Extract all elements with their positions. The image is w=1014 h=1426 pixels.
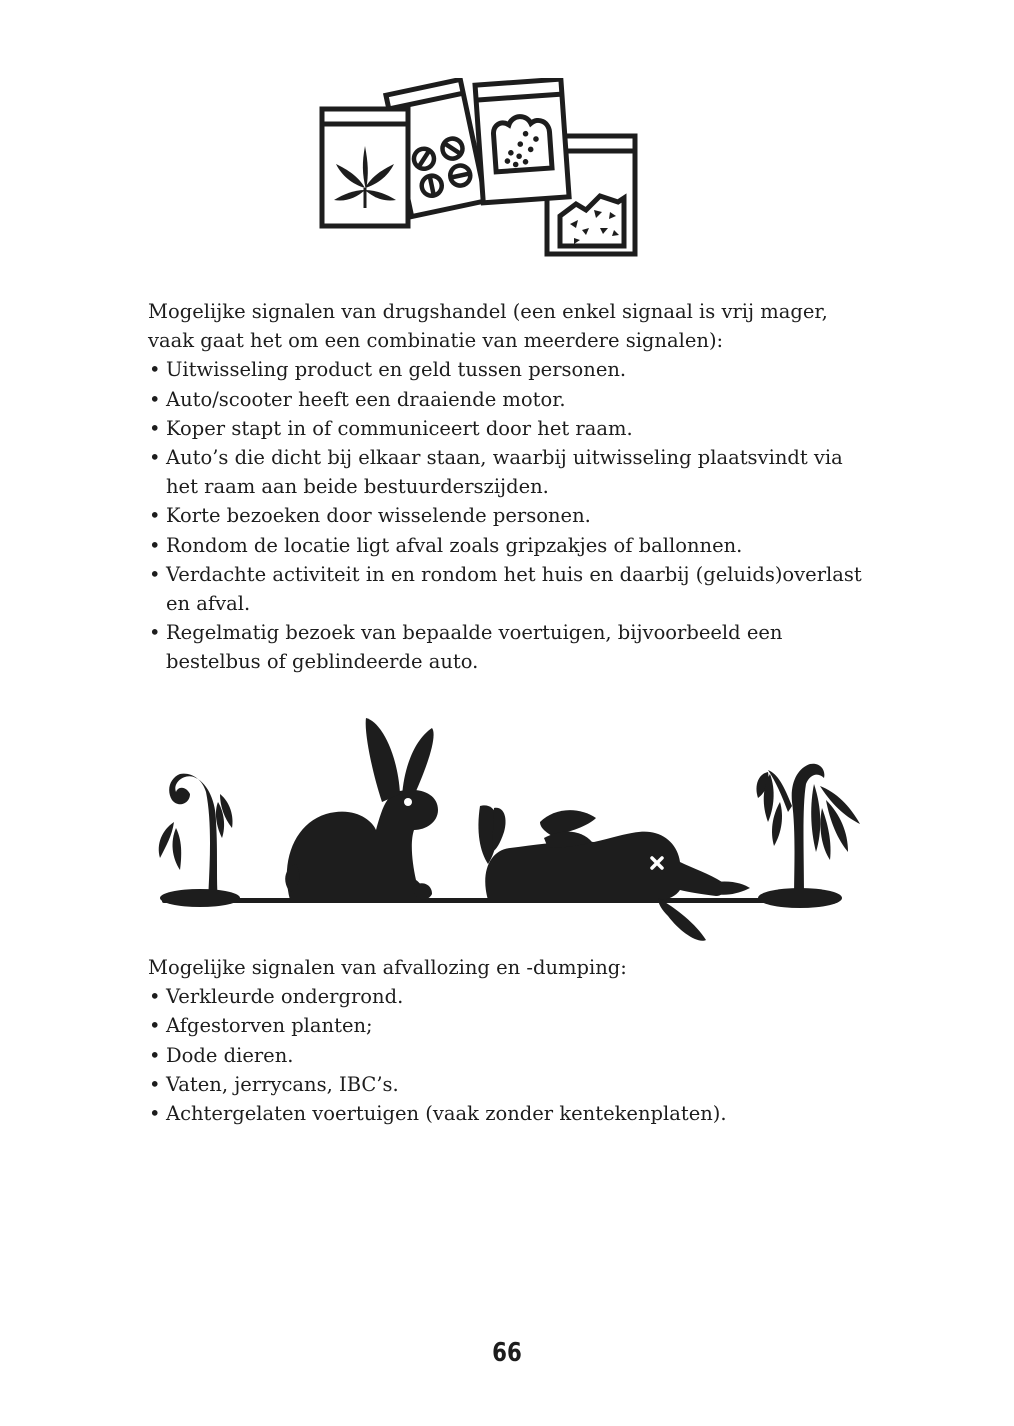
list-item: • Verkleurde ondergrond. (148, 982, 878, 1011)
drug-signals-section (148, 297, 878, 677)
drug-bags-illustration (318, 78, 642, 268)
dumping-signals-section (148, 953, 878, 1128)
dumping-signals-intro: Mogelijke signalen van afvallozing en -dumping: (148, 956, 627, 979)
list-item: • Vaten, jerrycans, IBC’s. (148, 1070, 878, 1099)
dumping-signals-list (148, 982, 878, 1128)
wilted-plant-icon (756, 764, 860, 908)
list-item: • Korte bezoeken door wisselende personen. (148, 501, 878, 530)
list-item: • Dode dieren. (148, 1041, 878, 1070)
list-item: • Afgestorven planten; (148, 1011, 878, 1040)
drug-signals-intro: Mogelijke signalen van drugshandel (een enkel signaal is vrij mager, vaak gaat het om een combinatie van meerdere signalen): (148, 300, 828, 353)
list-item: • Auto’s die dicht bij elkaar staan, waarbij uitwisseling plaatsvindt via het raam aan beide bestuurderszijden. (148, 443, 878, 501)
list-item: • Regelmatig bezoek van bepaalde voertuigen, bijvoorbeeld een bestelbus of geblindeerde auto. (148, 618, 878, 676)
dumping-scene-illustration (150, 712, 870, 948)
page-number: 66 (492, 1338, 522, 1368)
rabbit-icon (285, 718, 438, 900)
list-item: • Rondom de locatie ligt afval zoals gripzakjes of ballonnen. (148, 531, 878, 560)
list-item: • Verdachte activiteit in en rondom het huis en daarbij (geluids)overlast en afval. (148, 560, 878, 618)
list-item: • Uitwisseling product en geld tussen personen. (148, 355, 878, 384)
wilted-plant-icon (159, 774, 240, 907)
drug-signals-list (148, 355, 878, 676)
list-item: • Auto/scooter heeft een draaiende motor. (148, 385, 878, 414)
list-item: • Koper stapt in of communiceert door het raam. (148, 414, 878, 443)
list-item: • Achtergelaten voertuigen (vaak zonder kentekenplaten). (148, 1099, 878, 1128)
dead-rabbit-icon (478, 805, 750, 940)
